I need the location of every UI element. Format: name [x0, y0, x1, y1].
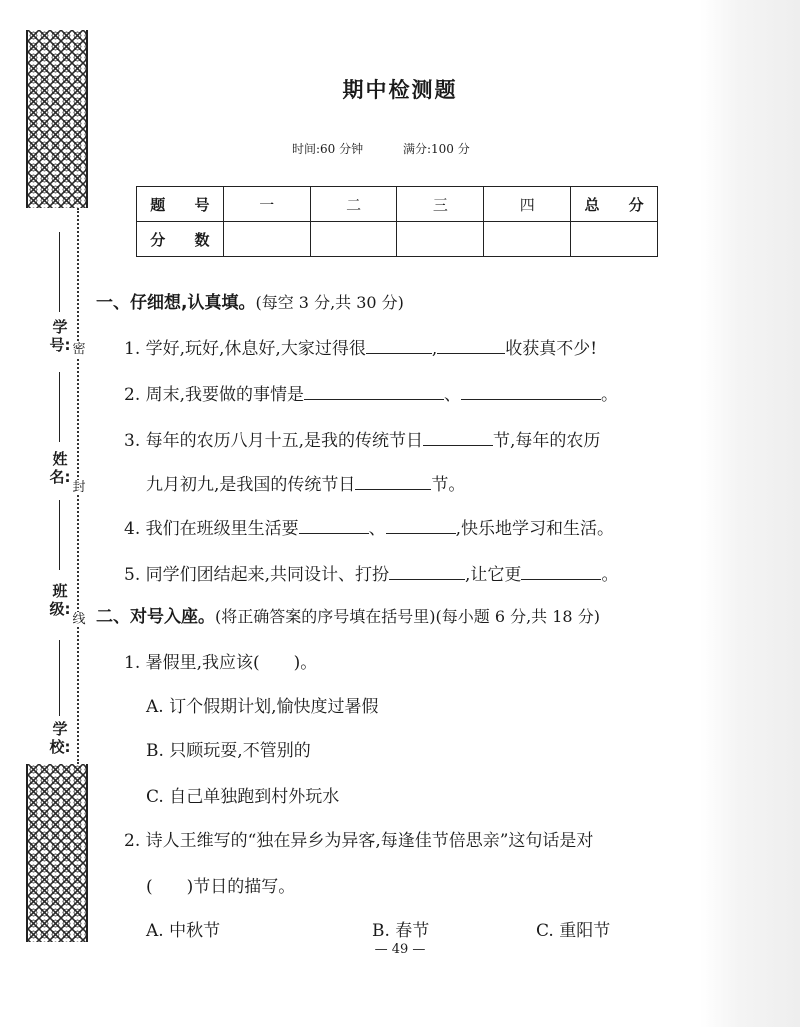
blank[interactable] [355, 473, 431, 490]
score-cell-3[interactable] [397, 222, 484, 257]
name-line [59, 372, 60, 442]
school-label: 学校: [49, 720, 71, 756]
s2-q1-option-b[interactable]: B. 只顾玩耍,不管别的 [146, 741, 311, 761]
score-table [136, 186, 658, 257]
score-header-2: 二 [310, 187, 397, 222]
s1-question-3: 3. 每年的农历八月十五,是我的传统节日 节,每年的农历 [124, 431, 601, 451]
blank[interactable] [299, 517, 369, 534]
seal-char-feng: 封 [70, 480, 88, 495]
full-score: 满分:100 分 [402, 142, 470, 156]
blank[interactable] [304, 383, 444, 400]
page-number: — 49 — [374, 942, 426, 957]
s2-q2-option-c[interactable]: C. 重阳节 [536, 921, 611, 941]
blank[interactable] [366, 337, 432, 354]
s2-q1-option-a[interactable]: A. 订个假期计划,愉快度过暑假 [146, 697, 379, 717]
s2-question-2: 2. 诗人王维写的“独在异乡为异客,每逢佳节倍思亲”这句话是对 [124, 831, 594, 851]
score-table-header-row [137, 187, 658, 222]
blank[interactable] [461, 383, 601, 400]
section1-heading [96, 288, 404, 313]
section2-note: (将正确答案的序号填在括号里)(每小题 6 分,共 18 分) [215, 607, 600, 626]
blank[interactable] [386, 517, 456, 534]
score-cell-total[interactable] [571, 222, 658, 257]
binding-pattern-bottom [26, 764, 88, 942]
binding-pattern-top [26, 30, 88, 208]
seal-char-mi: 密 [70, 342, 88, 357]
score-header-4: 四 [484, 187, 571, 222]
seal-char-xian: 线 [70, 612, 88, 627]
score-header-total: 总 分 [571, 187, 658, 222]
s2-q2-option-a[interactable]: A. 中秋节 [146, 921, 221, 941]
blank[interactable] [521, 563, 601, 580]
blank[interactable] [437, 337, 505, 354]
score-header-3: 三 [397, 187, 484, 222]
score-cell-1[interactable] [223, 222, 310, 257]
score-row-label: 分 数 [137, 222, 224, 257]
score-header-label: 题 号 [137, 187, 224, 222]
section2-title: 二、对号入座。 [96, 607, 215, 627]
s1-question-4: 4. 我们在班级里生活要 、 ,快乐地学习和生活。 [124, 519, 615, 539]
student-id-label: 学号: [49, 318, 71, 354]
score-cell-2[interactable] [310, 222, 397, 257]
page-title: 期中检测题 [342, 78, 458, 102]
s1-question-5: 5. 同学们团结起来,共同设计、打扮 ,让它更 。 [124, 565, 619, 585]
section2-heading [96, 602, 600, 627]
blank[interactable] [423, 429, 493, 446]
s2-q2-option-b[interactable]: B. 春节 [372, 921, 430, 941]
s2-question-2-cont: ( )节日的描写。 [146, 877, 296, 897]
score-cell-4[interactable] [484, 222, 571, 257]
class-label: 班级: [49, 582, 71, 618]
page-edge-shadow [700, 0, 800, 1027]
school-line [59, 640, 60, 716]
score-table-score-row [137, 222, 658, 257]
s1-question-3-cont: 九月初九,是我国的传统节日 节。 [146, 475, 466, 495]
name-label: 姓名: [49, 450, 71, 486]
s1-question-1: 1. 学好,玩好,休息好,大家过得很 , 收获真不少! [124, 339, 598, 359]
time-limit: 时间:60 分钟 [292, 142, 364, 156]
s2-question-1: 1. 暑假里,我应该( )。 [124, 653, 318, 673]
section1-title: 一、仔细想,认真填。 [96, 293, 256, 313]
s2-q1-option-c[interactable]: C. 自己单独跑到村外玩水 [146, 787, 340, 807]
student-id-line [59, 232, 60, 312]
exam-meta [292, 140, 506, 157]
blank[interactable] [389, 563, 465, 580]
s1-question-2: 2. 周末,我要做的事情是 、 。 [124, 385, 619, 405]
section1-note: (每空 3 分,共 30 分) [255, 293, 404, 312]
class-line [59, 500, 60, 570]
score-header-1: 一 [223, 187, 310, 222]
